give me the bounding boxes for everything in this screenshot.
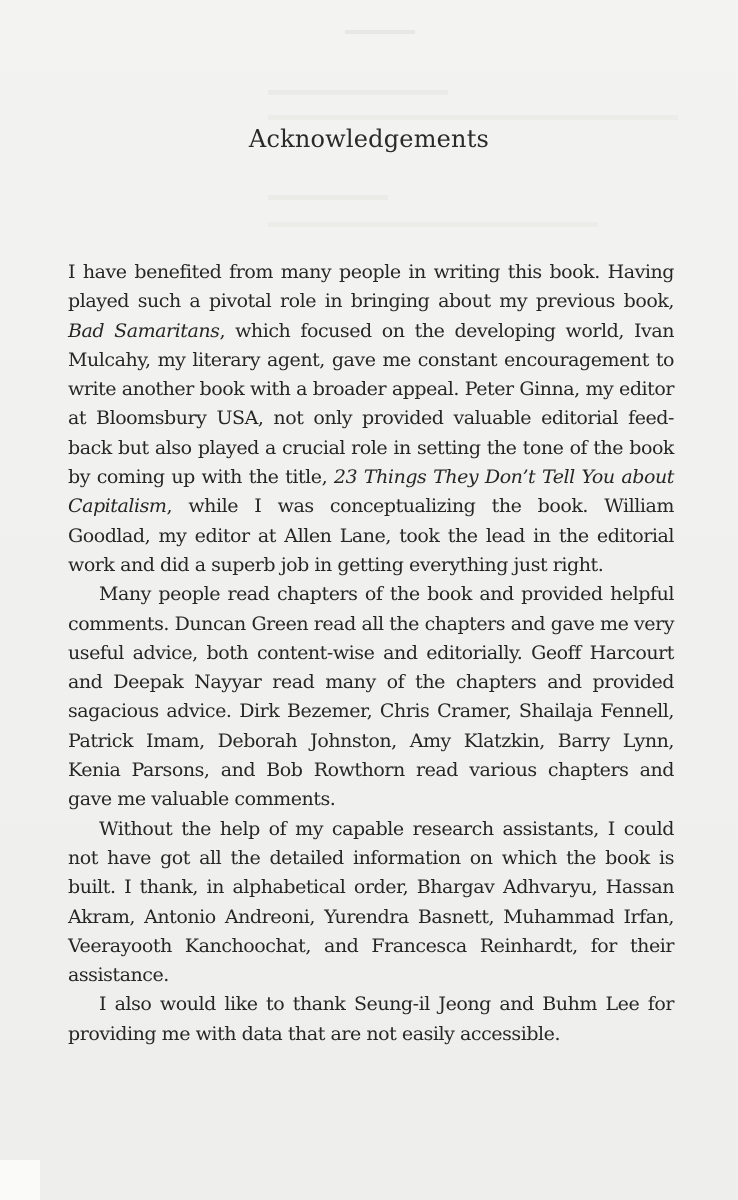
paragraph-3-text: Without the help of my capable research assistants, I could not have got all the detailed information on which the book is built. I thank, in alphabetical order, Bhargav Adhvaryu, Hassan Akram, Antonio Andreoni, Yurendra Basnett, Muhammad Irfan, Veerayooth Kanchoochat, and Francesca Reinhardt, for their assistance.: [68, 817, 674, 987]
book-title-23-things: 23 Things They Don’t Tell You about Capitalism: [68, 466, 674, 518]
paragraph-1-text-3: , while I was conceptualizing the book. William Goodlad, my editor at Allen Lane, took the lead in the editorial work and did a superb job in getting everything just right.: [68, 495, 674, 576]
book-title-bad-samaritans: Bad Samaritans: [68, 319, 220, 342]
paragraph-1-text-2: , which focused on the developing world, Ivan Mulcahy, my literary agent, gave me constant encouragement to write another book with a broader appeal. Peter Ginna, my editor at Bloomsbury USA, not only provided valuable editorial feed-back but also played a crucial role in setting the tone of the book by coming up with the title,: [68, 319, 674, 489]
show-through-line: [268, 195, 388, 200]
paragraph-2: [68, 580, 674, 814]
scan-corner: [0, 1160, 40, 1200]
show-through-line: [345, 30, 415, 34]
paragraph-1: [68, 258, 674, 580]
paragraph-4: [68, 990, 674, 1049]
paragraph-1-text-1: I have benefited from many people in writing this book. Having played such a pivotal role in bringing about my previous book,: [68, 261, 674, 313]
page-title: Acknowledgements: [248, 125, 490, 153]
acknowledgements-body: [68, 258, 674, 1049]
show-through-line: [268, 90, 448, 95]
paragraph-2-text: Many people read chapters of the book and provided helpful comments. Duncan Green read all the chapters and gave me very useful advice, both content-wise and editorially. Geoff Harcourt and Deepak Nayyar read many of the chapters and provided sagacious advice. Dirk Bezemer, Chris Cramer, Shailaja Fennell, Patrick Imam, Deborah Johnston, Amy Klatzkin, Barry Lynn, Kenia Parsons, and Bob Rowthorn read various chapters and gave me valuable comments.: [68, 583, 674, 811]
show-through-line: [268, 115, 678, 120]
paragraph-3: [68, 815, 674, 991]
show-through-line: [268, 222, 598, 227]
paragraph-4-text: I also would like to thank Seung-il Jeong and Buhm Lee for providing me with data that are not easily accessible.: [68, 993, 674, 1045]
